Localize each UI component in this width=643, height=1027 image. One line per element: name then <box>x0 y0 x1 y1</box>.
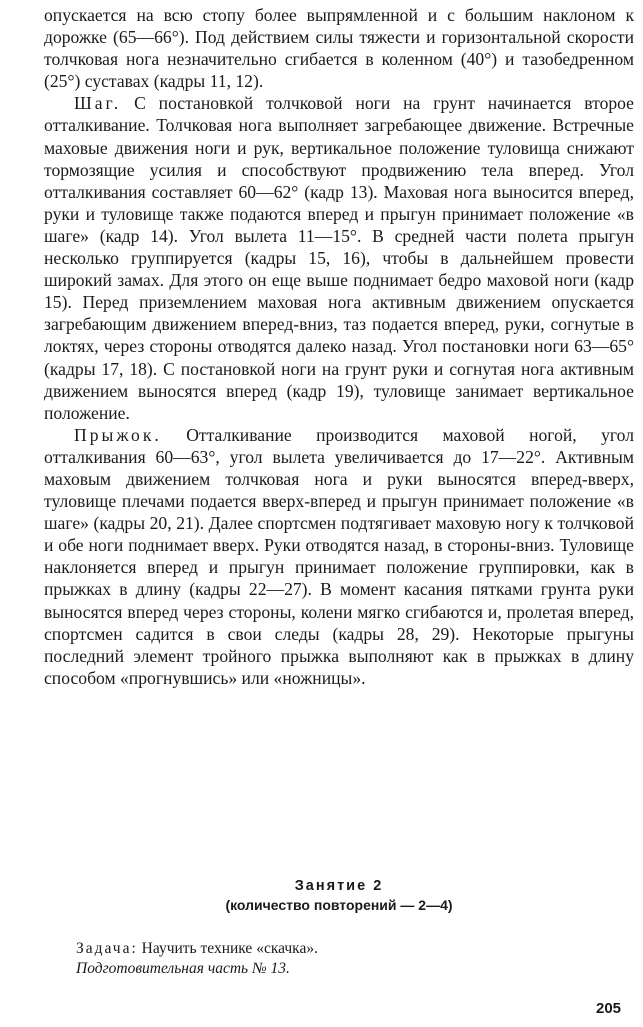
page-number: 205 <box>596 1000 622 1017</box>
task-block <box>76 939 616 979</box>
lesson-heading <box>44 876 634 914</box>
task-text: Научить технике «скачка». <box>141 940 318 957</box>
paragraph-continuation: опускается на всю стопу более выпрямленной и с большим наклоном к дорожке (65—66°). Под действием силы тяжести и горизонтальной скорости толчковая нога незначительно сгибается в коленном (40°) и тазобедренном (25°) суставах (кадры 11, 12). <box>44 5 634 92</box>
lesson-title: Занятие 2 <box>294 878 384 894</box>
task-line <box>76 939 616 959</box>
paragraph-jump <box>44 424 634 689</box>
paragraph-step <box>44 92 634 423</box>
task-label: Задача: <box>76 940 138 957</box>
step-label: Шаг. <box>74 93 122 114</box>
lesson-subtitle: (количество повторений — 2—4) <box>225 897 453 913</box>
jump-label: Прыжок. <box>74 424 162 445</box>
jump-text: Отталкивание производится маховой ногой, угол отталкивания 60—63°, угол вылета увеличивается до 17—22°. Активным маховым движением толчковая нога и руки выносятся вперед-вверх, туловище плечами подается вверх-вперед и прыгун принимает положение «в шаге» (кадры 20, 21). Далее спортсмен подтягивает маховую ногу к толчковой и обе ноги поднимает вверх. Руки отводятся назад, в стороны-вниз. Туловище наклоняется вперед и прыгун принимает положение группировки, как в прыжках в длину (кадры 22—27). В момент касания пятками грунта руки выносятся вперед через стороны, колени мягко сгибаются и, пролетая вперед, спортсмен садится в свои следы (кадры 28, 29). Некоторые прыгуны последний элемент тройного прыжка выполняют как в прыжках в длину способом «прогнувшись» или «ножницы». <box>44 424 635 688</box>
step-text: С постановкой толчковой ноги на грунт начинается второе отталкивание. Толчковая нога выполняет загребающее движение. Встречные маховые движения ноги и рук, вертикальное положение туловища снижают тормозящие усилия и способствуют продвижению тела вперед. Угол отталкивания составляет 60—62° (кадр 13). Маховая нога выносится вперед, руки и туловище также подаются вперед и прыгун принимает положение «в шаге» (кадр 14). Угол вылета 11—15°. В средней части полета прыгун несколько группируется (кадры 15, 16), чтобы в дальнейшем провести широкий замах. Для этого он еще выше поднимает бедро маховой ноги (кадр 15). Перед приземлением маховая нога активным движением опускается загребающим движением вперед-вниз, таз подается вперед, руки, согнутые в локтях, через стороны отводятся далеко назад. Угол постановки ноги 63—65° (кадры 17, 18). С постановкой ноги на грунт руки и согнутая нога активным движением выносятся вперед (кадр 19), туловище занимает вертикальное положение. <box>44 93 634 423</box>
page-body <box>44 4 634 689</box>
preparatory-part: Подготовительная часть № 13. <box>76 960 290 977</box>
